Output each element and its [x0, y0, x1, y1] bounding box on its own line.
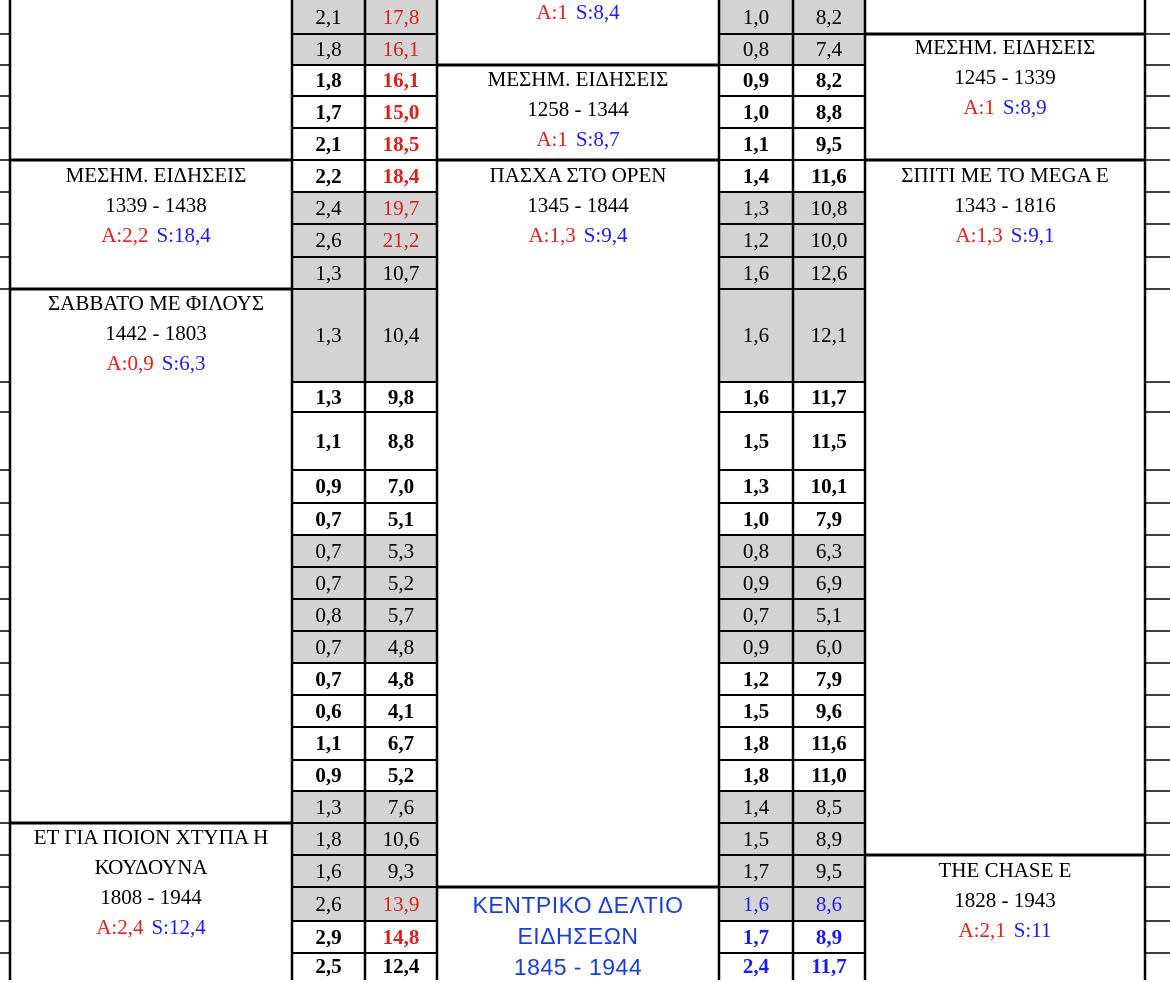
rating-s: S:9,1: [1010, 223, 1055, 247]
rating-cell-share-a: 1,0: [742, 99, 770, 124]
rating-cell-share-s: 12,1: [793, 289, 865, 382]
rating-cell-share-s: 10,1: [810, 474, 848, 498]
rating-cell-share-s: 8,5: [793, 791, 865, 823]
program-title: ΜΕΣΗΜ. ΕΙΔΗΣΕΙΣ: [914, 35, 1096, 59]
rating-cell-share-s: 18,5: [382, 131, 420, 156]
rating-cell-share-s: 11,0: [811, 763, 847, 787]
rating-cell-share-a: 1,3: [292, 289, 365, 382]
rating-cell-share-s: 12,4: [382, 954, 420, 978]
rating-cell-share-s: 9,8: [387, 384, 415, 409]
rating-cell-share-a: 0,7: [292, 535, 365, 567]
rating-cell-share-s: 5,1: [387, 506, 415, 531]
program-time: 1245 - 1339: [954, 65, 1056, 89]
rating-cell-share-s: 7,6: [365, 791, 437, 823]
rating-cell-share-a: 2,9: [315, 924, 342, 949]
rating-cell-share-s: 5,1: [793, 599, 865, 631]
rating-cell-share-a: 1,1: [315, 731, 342, 755]
rating-s: S:8,4: [575, 0, 620, 24]
rating-cell-share-a: 2,4: [292, 192, 365, 224]
rating-cell-share-s: 16,1: [365, 34, 437, 65]
rating-cell-share-a: 1,0: [719, 0, 793, 34]
rating-cell-share-s: 17,8: [365, 0, 437, 34]
rating-cell-share-s: 11,7: [811, 954, 847, 978]
program-title: ΠΑΣΧΑ ΣΤΟ OPEN: [489, 163, 667, 187]
rating-cell-share-a: 1,8: [742, 763, 770, 787]
rating-cell-share-s: 7,0: [387, 474, 415, 498]
rating-s: S:11: [1013, 918, 1052, 942]
rating-cell-share-s: 15,0: [382, 99, 420, 124]
rating-cell-share-s: 21,2: [365, 224, 437, 257]
rating-cell-share-s: 8,2: [815, 68, 843, 92]
rating-cell-share-s: 8,8: [815, 99, 843, 124]
rating-cell-share-s: 8,9: [793, 823, 865, 855]
rating-a: A:1: [536, 0, 568, 24]
rating-cell-share-s: 5,2: [387, 763, 415, 787]
rating-cell-share-s: 6,9: [793, 567, 865, 599]
program-title-line2: ΚΟΥΔΟΥΝΑ: [94, 855, 208, 879]
rating-cell-share-s: 13,9: [365, 887, 437, 921]
rating-cell-share-a: 1,6: [719, 257, 793, 289]
rating-cell-share-a: 0,7: [719, 599, 793, 631]
rating-cell-share-a: 1,7: [719, 855, 793, 887]
rating-a: A:1: [963, 95, 995, 119]
rating-cell-share-s: 16,1: [382, 68, 420, 92]
rating-cell-share-s: 18,4: [382, 163, 420, 188]
rating-cell-share-a: 2,5: [315, 954, 342, 978]
rating-cell-share-a: 2,1: [315, 131, 342, 156]
rating-cell-share-a: 1,3: [292, 257, 365, 289]
program-time: 1845 - 1944: [513, 954, 643, 980]
rating-cell-share-a: 1,8: [742, 731, 770, 755]
rating-a: A:1,3: [955, 223, 1003, 247]
rating-cell-share-a: 0,8: [292, 599, 365, 631]
rating-cell-share-s: 5,2: [365, 567, 437, 599]
rating-cell-share-s: 11,7: [811, 384, 847, 409]
rating-cell-share-a: 1,8: [292, 823, 365, 855]
rating-cell-share-a: 1,4: [742, 163, 770, 188]
rating-cell-share-a: 2,1: [292, 0, 365, 34]
rating-cell-share-a: 1,5: [719, 823, 793, 855]
rating-cell-share-s: 7,9: [815, 666, 843, 691]
rating-cell-share-a: 2,6: [292, 887, 365, 921]
rating-cell-share-a: 0,8: [719, 535, 793, 567]
rating-cell-share-s: 11,6: [811, 731, 847, 755]
rating-cell-share-a: 1,3: [719, 192, 793, 224]
rating-cell-share-s: 8,8: [387, 428, 415, 453]
rating-a: A:2,4: [96, 915, 144, 939]
rating-cell-share-s: 10,8: [793, 192, 865, 224]
rating-cell-share-s: 7,9: [815, 506, 843, 531]
rating-cell-share-s: 10,7: [365, 257, 437, 289]
rating-cell-share-a: 0,7: [292, 567, 365, 599]
rating-cell-share-a: 0,9: [742, 68, 770, 92]
rating-cell-share-a: 0,9: [315, 474, 342, 498]
program-time: 1442 - 1803: [105, 321, 207, 345]
rating-cell-share-a: 1,4: [719, 791, 793, 823]
rating-cell-share-a: 1,7: [315, 99, 342, 124]
rating-cell-share-s: 5,7: [365, 599, 437, 631]
rating-cell-share-s: 6,3: [793, 535, 865, 567]
program-time: 1343 - 1816: [954, 193, 1056, 217]
program-title: ΣΠΙΤΙ ΜΕ ΤΟ MEGA E: [901, 163, 1109, 187]
rating-s: S:8,9: [1002, 95, 1047, 119]
rating-cell-share-a: 1,1: [315, 428, 342, 453]
rating-cell-share-a: 1,2: [719, 224, 793, 257]
program-title: ΜΕΣΗΜ. ΕΙΔΗΣΕΙΣ: [65, 163, 247, 187]
rating-a: A:2,2: [101, 223, 149, 247]
rating-cell-share-a: 1,6: [719, 289, 793, 382]
rating-cell-share-s: 4,8: [387, 666, 415, 691]
program-time: 1345 - 1844: [527, 193, 629, 217]
rating-cell-share-a: 2,2: [315, 163, 342, 188]
rating-cell-share-a: 1,3: [742, 474, 770, 498]
rating-cell-share-a: 1,6: [719, 887, 793, 921]
rating-cell-share-a: 1,6: [742, 384, 770, 409]
rating-a: A:1: [536, 127, 568, 151]
rating-cell-share-a: 0,9: [315, 763, 342, 787]
rating-a: A:2,1: [958, 918, 1006, 942]
rating-cell-share-a: 1,2: [742, 666, 770, 691]
rating-s: S:9,4: [583, 223, 628, 247]
rating-cell-share-s: 10,0: [793, 224, 865, 257]
rating-cell-share-a: 1,6: [292, 855, 365, 887]
rating-s: S:8,7: [575, 127, 620, 151]
rating-a: A:0,9: [106, 351, 154, 375]
rating-cell-share-a: 1,1: [742, 131, 770, 156]
rating-cell-share-s: 9,5: [793, 855, 865, 887]
program-time: 1828 - 1943: [954, 888, 1056, 912]
rating-cell-share-s: 6,7: [387, 731, 415, 755]
rating-cell-share-s: 11,6: [811, 163, 847, 188]
rating-cell-share-s: 9,5: [815, 131, 843, 156]
program-time: 1339 - 1438: [105, 193, 207, 217]
rating-cell-share-s: 7,4: [793, 34, 865, 65]
rating-cell-share-s: 6,0: [793, 631, 865, 663]
rating-cell-share-s: 8,9: [815, 924, 843, 949]
rating-cell-share-s: 11,5: [811, 428, 847, 453]
rating-cell-share-s: 4,8: [365, 631, 437, 663]
rating-cell-share-a: 1,7: [742, 924, 770, 949]
rating-s: S:12,4: [151, 915, 206, 939]
rating-s: S:6,3: [161, 351, 206, 375]
rating-cell-share-s: 19,7: [365, 192, 437, 224]
rating-cell-share-a: 2,6: [292, 224, 365, 257]
program-title: THE CHASE E: [938, 858, 1072, 882]
rating-cell-share-a: 0,7: [315, 666, 342, 691]
rating-cell-share-a: 0,6: [315, 698, 342, 723]
rating-cell-share-a: 0,7: [315, 506, 342, 531]
rating-cell-share-a: 1,3: [315, 384, 342, 409]
program-title: ΜΕΣΗΜ. ΕΙΔΗΣΕΙΣ: [487, 67, 669, 91]
rating-cell-share-s: 12,6: [793, 257, 865, 289]
rating-cell-share-s: 14,8: [382, 924, 420, 949]
rating-cell-share-a: 0,9: [719, 567, 793, 599]
rating-cell-share-s: 9,6: [815, 698, 843, 723]
program-time: 1808 - 1944: [100, 885, 202, 909]
rating-cell-share-a: 1,3: [292, 791, 365, 823]
rating-cell-share-s: 4,1: [387, 698, 415, 723]
program-title-line1: ΚΕΝΤΡΙΚΟ ΔΕΛΤΙΟ: [472, 892, 684, 918]
rating-cell-share-s: 9,3: [365, 855, 437, 887]
rating-cell-share-a: 1,8: [292, 34, 365, 65]
program-time: 1258 - 1344: [527, 97, 629, 121]
rating-cell-share-a: 1,0: [742, 506, 770, 531]
rating-cell-share-s: 8,6: [793, 887, 865, 921]
rating-cell-share-a: 1,5: [742, 698, 770, 723]
rating-s: S:18,4: [156, 223, 211, 247]
program-title-line1: ΕΤ ΓΙΑ ΠΟΙΟΝ ΧΤΥΠΑ Η: [33, 825, 269, 849]
rating-cell-share-s: 5,3: [365, 535, 437, 567]
rating-cell-share-s: 8,2: [793, 0, 865, 34]
rating-cell-share-a: 1,5: [742, 428, 770, 453]
program-title-line2: ΕΙΔΗΣΕΩΝ: [517, 923, 639, 949]
rating-a: A:1,3: [528, 223, 576, 247]
rating-cell-share-a: 1,8: [315, 68, 342, 92]
rating-cell-share-a: 2,4: [742, 954, 770, 978]
program-title: ΣΑΒΒΑΤΟ ΜΕ ΦΙΛΟΥΣ: [47, 291, 265, 315]
rating-cell-share-s: 10,4: [365, 289, 437, 382]
rating-cell-share-a: 0,7: [292, 631, 365, 663]
rating-cell-share-a: 0,8: [719, 34, 793, 65]
rating-cell-share-s: 10,6: [365, 823, 437, 855]
rating-cell-share-a: 0,9: [719, 631, 793, 663]
